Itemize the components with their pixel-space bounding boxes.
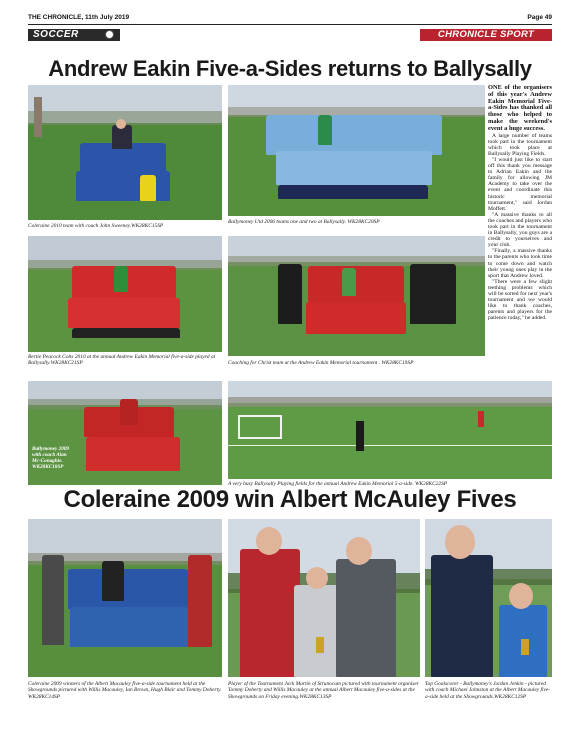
body-paragraph: "There were a few slight teething problems which will be sorted for next year's tournament and we would like to thank coaches, parents and players for the patience today," he added. [488, 278, 552, 322]
photo-player-of-tournament [228, 519, 420, 677]
soccer-section-tag [28, 29, 120, 41]
main-headline: Andrew Eakin Five-a-Sides returns to Ballysally [48, 56, 532, 81]
caption-ballymoney-2009: Ballymoney 2009 with coach Alan Mc-Conaghie. WK28KC18SP [32, 446, 70, 470]
body-paragraph: "A massive thanks to all the coaches and players who took part in the tournament in Ballysally, you guys are a credit to yourselves and your club. [488, 211, 552, 249]
caption-top-goalscorer: Top Goalscorer - Ballymoney's Jordan Jenkin - pictured with coach Michael Johnston at the Albert Macauley five-a-side held at the Showgrounds.WK28KC12SP [425, 681, 551, 700]
photo-bertie-peacock-colts [28, 236, 222, 352]
photo-top-goalscorer [425, 519, 552, 677]
body-paragraph: ONE of the organisers of this year's Andrew Eakin Memorial Five-a-Sides has thanked all those who helped to make the weekend's event a huge success. [488, 84, 552, 132]
body-paragraph: "I would just like to start off this thank you message to Adrian Eakin and the family for allowing JM Academy to take over the event and coordinate this historic memorial tournament," said Jordan Moffett. [488, 156, 552, 212]
caption-coleraine-2010: Coleraine 2010 team with coach John Sweeney.WK28KC15SP [28, 223, 164, 229]
photo-busy-ballysally-fields [228, 381, 552, 479]
page-number: Page 49 [527, 14, 552, 21]
body-paragraph: "Finally, a massive thanks to the parents who took time to come down and watch their young ones play in the sport that Andrew loved. [488, 248, 552, 279]
caption-ballymoney-utd-2006: Ballymoney Utd 2006 teams one and two at Ballysally. WK28KC20SP [228, 219, 380, 225]
caption-coaching-for-christ: Coaching for Christ team at the Andrew Eakin Memorial tournament . WK28KC19SP [228, 360, 414, 366]
photo-coaching-for-christ [228, 236, 485, 356]
masthead-date: THE CHRONICLE, 11th July 2019 [28, 14, 130, 21]
photo-coleraine-2009-winners [28, 519, 222, 677]
football-icon [105, 30, 114, 39]
masthead-divider [28, 24, 552, 25]
caption-coleraine-2009-winners: Coleraine 2009 winners of the Albert Macauley five-a-side tournament held at the Showgrounds pictured with Willis Macauley, Ian Brown, Hugh Blair and Tommy Doherty. WK28KC14SP [28, 681, 222, 700]
second-headline: Coleraine 2009 win Albert McAuley Fives [63, 486, 517, 513]
photo-coleraine-2010 [28, 85, 222, 220]
caption-busy-ballysally-fields: A very busy Ballysally Playing fields for the annual Andrew Eakin Memorial 5-a-side. WK28KC22SP [228, 481, 448, 487]
body-paragraph: A large number of teams took part in the tournament which took place at Ballysally Playing Fields. [488, 132, 552, 157]
photo-ballymoney-utd-2006 [228, 85, 485, 216]
caption-bertie-peacock-colts: Bertie Peacock Colts 2010 at the annual Andrew Eakin Memorial five-a-side played at Ballysally.WK28KC21SP [28, 354, 216, 367]
story-body [488, 85, 552, 321]
chronicle-sport-tag: CHRONICLE SPORT [420, 29, 552, 41]
soccer-label: SOCCER [33, 29, 79, 40]
caption-player-of-tournament: Player of the Tournament Jack Martin of Strunocum pictured with tournament organiser Tommy Doherty and Willis Macauley at the annual Albert Macauley five-a-sides at the Showgrounds on Friday evening.WK28KC13SP [228, 681, 419, 700]
